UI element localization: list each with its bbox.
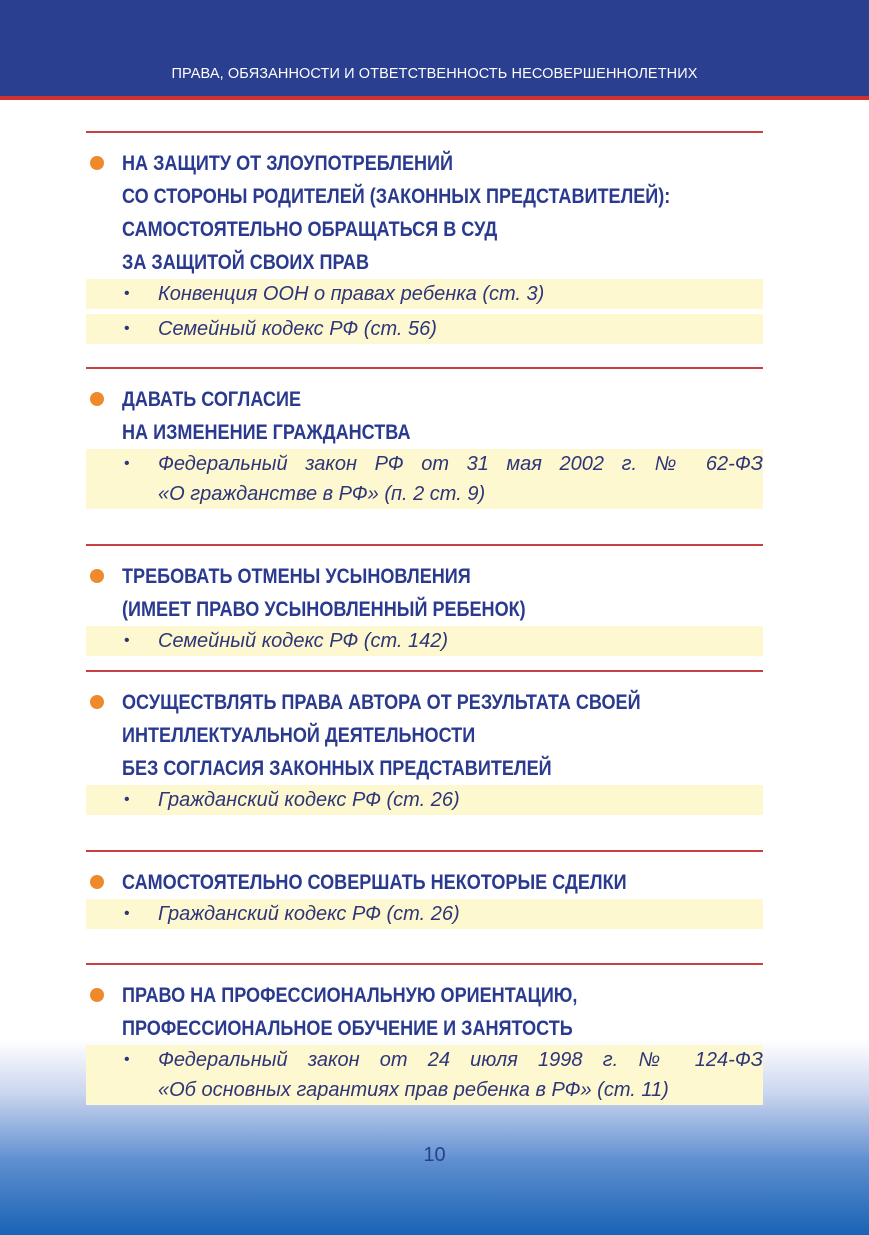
legal-reference bbox=[86, 449, 763, 509]
orange-bullet-icon bbox=[90, 875, 104, 889]
right-heading bbox=[122, 979, 660, 1045]
heading-line: СО СТОРОНЫ РОДИТЕЛЕЙ (ЗАКОННЫХ ПРЕДСТАВИТЕЛЕЙ): bbox=[122, 184, 671, 208]
bullet-dot-icon: • bbox=[124, 455, 130, 472]
orange-bullet-icon bbox=[90, 695, 104, 709]
right-heading bbox=[122, 147, 671, 279]
legal-reference bbox=[86, 1045, 763, 1105]
page-number: 10 bbox=[423, 1144, 446, 1166]
reference-line: Федеральный закон РФ от 31 мая 2002 г. № 62-ФЗ bbox=[158, 453, 763, 475]
reference-line: «Об основных гарантиях прав ребенка в РФ» (ст. 11) bbox=[158, 1079, 669, 1101]
heading-line: ПРОФЕССИОНАЛЬНОЕ ОБУЧЕНИЕ И ЗАНЯТОСТЬ bbox=[122, 1016, 573, 1040]
heading-line: НА ЗАЩИТУ ОТ ЗЛОУПОТРЕБЛЕНИЙ bbox=[122, 151, 453, 175]
bullet-dot-icon: • bbox=[124, 320, 130, 337]
reference-line: Федеральный закон от 24 июля 1998 г. № 124-ФЗ bbox=[158, 1049, 763, 1071]
reference-line: Семейный кодекс РФ (ст. 142) bbox=[158, 630, 449, 652]
heading-line: ТРЕБОВАТЬ ОТМЕНЫ УСЫНОВЛЕНИЯ bbox=[122, 564, 471, 588]
bullet-dot-icon: • bbox=[124, 632, 130, 649]
legal-reference bbox=[86, 626, 763, 656]
right-heading-block bbox=[86, 866, 763, 899]
heading-line: ПРАВО НА ПРОФЕССИОНАЛЬНУЮ ОРИЕНТАЦИЮ, bbox=[122, 983, 578, 1007]
heading-line: (ИМЕЕТ ПРАВО УСЫНОВЛЕННЫЙ РЕБЕНОК) bbox=[122, 597, 526, 621]
bullet-dot-icon: • bbox=[124, 1051, 130, 1068]
reference-line: Конвенция ООН о правах ребенка (ст. 3) bbox=[158, 283, 545, 305]
running-header-title: ПРАВА, ОБЯЗАННОСТИ И ОТВЕТСТВЕННОСТЬ НЕСОВЕРШЕННОЛЕТНИХ bbox=[171, 66, 698, 82]
right-section bbox=[86, 850, 763, 929]
heading-line: САМОСТОЯТЕЛЬНО ОБРАЩАТЬСЯ В СУД bbox=[122, 217, 498, 241]
right-heading-block bbox=[86, 383, 763, 449]
right-heading bbox=[122, 866, 660, 899]
heading-line: ИНТЕЛЛЕКТУАЛЬНОЙ ДЕЯТЕЛЬНОСТИ bbox=[122, 723, 476, 747]
header-red-stripe bbox=[0, 96, 869, 100]
right-heading-block bbox=[86, 686, 763, 785]
heading-line: ДАВАТЬ СОГЛАСИЕ bbox=[122, 387, 301, 411]
heading-line: БЕЗ СОГЛАСИЯ ЗАКОННЫХ ПРЕДСТАВИТЕЛЕЙ bbox=[122, 756, 552, 780]
right-section bbox=[86, 670, 763, 815]
reference-line: Семейный кодекс РФ (ст. 56) bbox=[158, 318, 437, 340]
rights-list bbox=[86, 131, 763, 1105]
reference-line: «О гражданстве в РФ» (п. 2 ст. 9) bbox=[158, 483, 486, 505]
right-section bbox=[86, 963, 763, 1105]
orange-bullet-icon bbox=[90, 569, 104, 583]
bullet-dot-icon: • bbox=[124, 791, 130, 808]
right-heading bbox=[122, 383, 660, 449]
right-heading bbox=[122, 686, 660, 785]
bullet-dot-icon: • bbox=[124, 905, 130, 922]
reference-line: Гражданский кодекс РФ (ст. 26) bbox=[158, 789, 460, 811]
heading-line: ЗА ЗАЩИТОЙ СВОИХ ПРАВ bbox=[122, 250, 369, 274]
right-heading bbox=[122, 560, 660, 626]
bullet-dot-icon: • bbox=[124, 285, 130, 302]
heading-line: НА ИЗМЕНЕНИЕ ГРАЖДАНСТВА bbox=[122, 420, 411, 444]
right-heading-block bbox=[86, 147, 763, 279]
right-heading-block bbox=[86, 979, 763, 1045]
orange-bullet-icon bbox=[90, 988, 104, 1002]
right-heading-block bbox=[86, 560, 763, 626]
orange-bullet-icon bbox=[90, 392, 104, 406]
right-section bbox=[86, 544, 763, 656]
orange-bullet-icon bbox=[90, 156, 104, 170]
legal-reference bbox=[86, 279, 763, 309]
reference-line: Гражданский кодекс РФ (ст. 26) bbox=[158, 903, 460, 925]
right-section bbox=[86, 131, 763, 344]
legal-reference bbox=[86, 785, 763, 815]
legal-reference bbox=[86, 899, 763, 929]
heading-line: САМОСТОЯТЕЛЬНО СОВЕРШАТЬ НЕКОТОРЫЕ СДЕЛКИ bbox=[122, 870, 627, 894]
legal-reference bbox=[86, 314, 763, 344]
heading-line: ОСУЩЕСТВЛЯТЬ ПРАВА АВТОРА ОТ РЕЗУЛЬТАТА СВОЕЙ bbox=[122, 690, 641, 714]
header-bar bbox=[0, 0, 869, 96]
right-section bbox=[86, 367, 763, 509]
